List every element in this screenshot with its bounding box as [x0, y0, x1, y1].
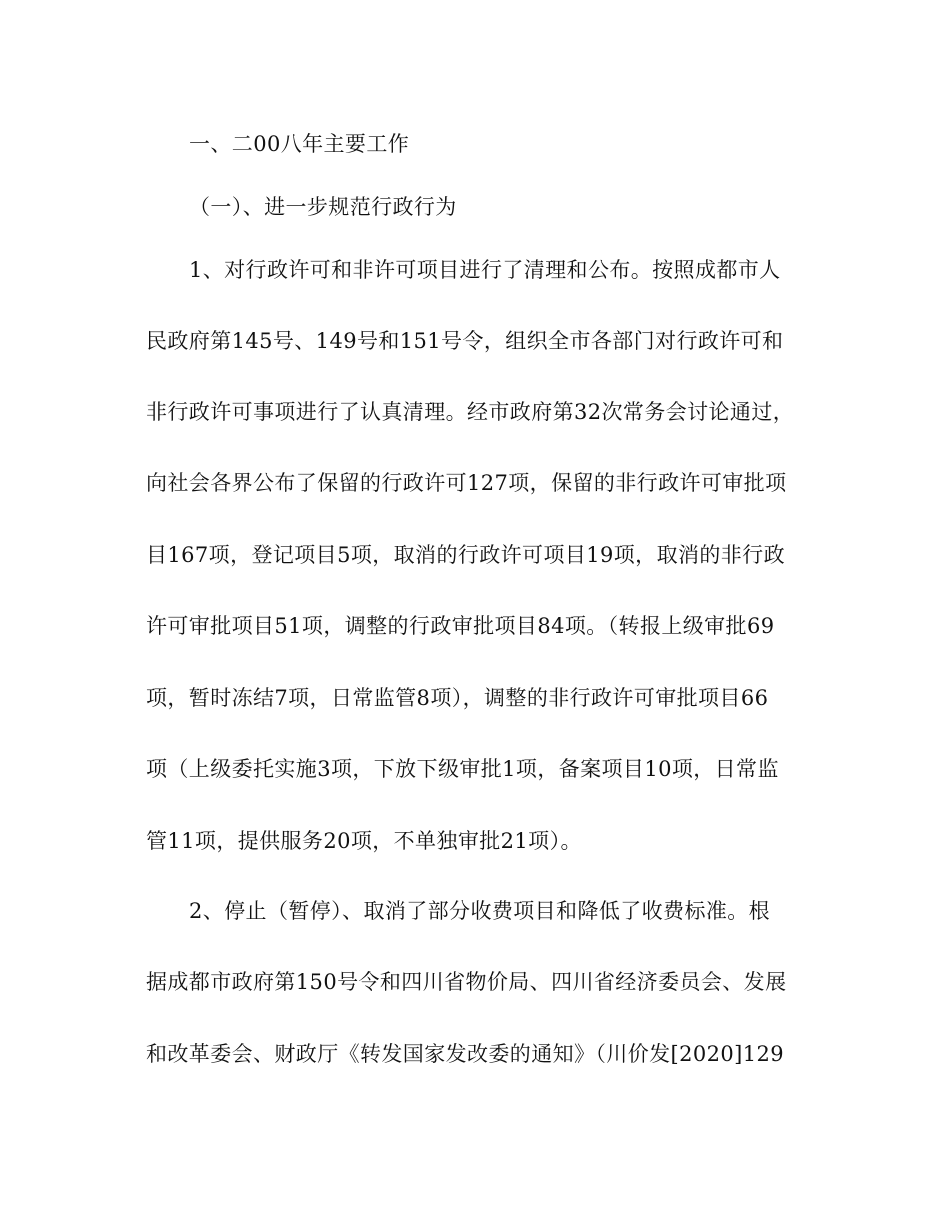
- section-heading: 一、二00八年主要工作: [189, 132, 410, 156]
- paragraph-line: 和改革委会、财政厅《转发国家发改委的通知》（川价发[2020]129: [146, 1042, 785, 1066]
- subsection-heading: （一）、进一步规范行政行为: [189, 195, 457, 219]
- paragraph-line: 管11项，提供服务20项，不单独审批21项）。: [146, 829, 582, 853]
- paragraph-line: 1、对行政许可和非许可项目进行了清理和公布。按照成都市人: [189, 258, 781, 282]
- paragraph-line: 项（上级委托实施3项，下放下级审批1项，备案项目10项，日常监: [146, 757, 779, 781]
- paragraph-line: 向社会各界公布了保留的行政许可127项，保留的非行政许可审批项: [146, 471, 787, 495]
- paragraph-line: 2、停止（暂停）、取消了部分收费项目和降低了收费标准。根: [189, 899, 771, 923]
- paragraph-line: 民政府第145号、149号和151号令，组织全市各部门对行政许可和: [146, 329, 784, 353]
- paragraph-line: 目167项，登记项目5项，取消的行政许可项目19项，取消的非行政: [146, 543, 785, 567]
- paragraph-line: 许可审批项目51项，调整的行政审批项目84项。（转报上级审批69: [146, 614, 775, 638]
- paragraph-line: 非行政许可事项进行了认真清理。经市政府第32次常务会讨论通过，: [146, 400, 795, 424]
- paragraph-line: 据成都市政府第150号令和四川省物价局、四川省经济委员会、发展: [146, 970, 787, 994]
- paragraph-line: 项，暂时冻结7项，日常监管8项），调整的非行政许可审批项目66: [146, 686, 769, 710]
